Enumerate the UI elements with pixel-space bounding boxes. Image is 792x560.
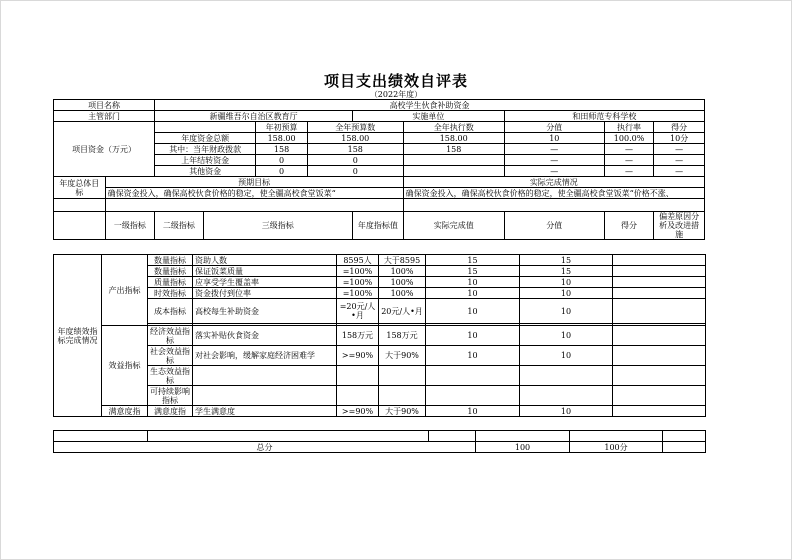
ind-target (337, 386, 379, 406)
funds-row-start: 0 (256, 155, 308, 166)
ind-l3 (193, 386, 337, 406)
output-label: 产出指标 (102, 255, 148, 326)
ind-header-score: 分值 (504, 212, 604, 240)
funds-row-name: 其他资金 (155, 166, 256, 177)
ind-target (337, 366, 379, 386)
ind-actual (379, 366, 426, 386)
funds-row-exec (403, 155, 504, 166)
goal-expected-text: 确保资金投入，确保高校伙食价格的稳定，使全疆高校食堂饭菜“ (105, 188, 403, 199)
funds-row-rate: — (604, 155, 653, 166)
dept-label: 主管部门 (54, 111, 155, 122)
funds-row-start: 158.00 (256, 133, 308, 144)
ind-header-target: 年度指标值 (353, 212, 404, 240)
ind-target: =100% (337, 288, 379, 299)
funds-header-got: 得分 (654, 122, 705, 133)
ind-reason (613, 277, 706, 288)
ind-section-label (54, 255, 102, 417)
ind-got: 10 (520, 299, 613, 324)
funds-row-start: 0 (256, 166, 308, 177)
project-value: 高校学生伙食补助资金 (155, 100, 705, 111)
ind-actual: 100% (379, 266, 426, 277)
funds-header-start: 年初预算 (256, 122, 308, 133)
row-funds-header (54, 122, 705, 133)
ind-target: =100% (337, 277, 379, 288)
funds-row-got: — (654, 155, 705, 166)
indicator-row (54, 277, 706, 288)
ind-l3: 应享受学生覆盖率 (193, 277, 337, 288)
indicator-row (54, 386, 706, 406)
ind-l2: 质量指标 (148, 277, 193, 288)
funds-row-exec: 158 (403, 144, 504, 155)
ind-score: 10 (426, 326, 520, 346)
total-got: 100分 (570, 442, 663, 453)
blank-cell (54, 431, 148, 442)
ind-score (426, 386, 520, 406)
indicator-row (54, 326, 706, 346)
blank-cell (148, 431, 429, 442)
ind-score: 10 (426, 288, 520, 299)
spacer-cell (403, 199, 704, 212)
ind-l3: 保证饭菜质量 (193, 266, 337, 277)
report-year: （2022年度） (369, 90, 423, 99)
ind-header-l2: 二级指标 (155, 212, 203, 240)
funds-row-name: 上年结转资金 (155, 155, 256, 166)
page-title: 项目支出绩效自评表 (323, 72, 468, 90)
ind-got: 10 (520, 346, 613, 366)
goal-expected-label: 预期目标 (105, 177, 403, 188)
total-table (53, 430, 706, 453)
row-spacer (54, 199, 705, 212)
goal-label-text: 年度总体目标 (59, 178, 100, 197)
ind-l2: 成本指标 (148, 299, 193, 324)
ind-target: 158万元 (337, 326, 379, 346)
ind-l3: 学生满意度 (193, 406, 337, 417)
blank-cell (429, 431, 476, 442)
ind-reason (613, 346, 706, 366)
goal-actual-label: 实际完成情况 (403, 177, 704, 188)
row-project (54, 100, 705, 111)
funds-row-rate: — (604, 166, 653, 177)
ind-got: 10 (520, 288, 613, 299)
ind-got: 10 (520, 277, 613, 288)
effect-label: 效益指标 (102, 326, 148, 406)
ind-actual: 大于90% (379, 406, 426, 417)
spacer-cell (105, 199, 403, 212)
ind-got: 15 (520, 255, 613, 266)
ind-header-actual: 实际完成值 (403, 212, 504, 240)
funds-row-score: 10 (504, 133, 604, 144)
ind-score (426, 366, 520, 386)
ind-l3: 高校每生补助资金 (193, 299, 337, 324)
ind-got: 10 (520, 326, 613, 346)
ind-got (520, 366, 613, 386)
funds-row-rate: 100.0% (604, 133, 653, 144)
ind-section-label-text: 年度绩效指标完成情况 (57, 326, 98, 345)
indicator-row (54, 366, 706, 386)
ind-reason (613, 288, 706, 299)
ind-score: 15 (426, 255, 520, 266)
row-goal-text (54, 188, 705, 199)
spacer-cell (54, 199, 106, 212)
ind-target: =100% (337, 266, 379, 277)
blank-cell (570, 431, 663, 442)
ind-actual: 100% (379, 277, 426, 288)
ind-l2: 时效指标 (148, 288, 193, 299)
blank-cell (663, 431, 706, 442)
indicator-row (54, 255, 706, 266)
ind-l2: 可持续影响指标 (148, 386, 193, 406)
funds-row-score: — (504, 155, 604, 166)
ind-actual: 100% (379, 288, 426, 299)
indicator-row (54, 288, 706, 299)
ind-score: 10 (426, 277, 520, 288)
ind-l2: 社会效益指标 (148, 346, 193, 366)
funds-row-full: 0 (307, 155, 403, 166)
row-blank (54, 431, 706, 442)
ind-score: 10 (426, 346, 520, 366)
funds-row-name: 年度资金总额 (155, 133, 256, 144)
ind-l2: 数量指标 (148, 266, 193, 277)
ind-header-reason: 偏差原因分析及改进措施 (654, 212, 705, 240)
funds-row-got: — (654, 144, 705, 155)
ind-reason (613, 386, 706, 406)
funds-row-got: 10分 (654, 133, 705, 144)
ind-reason (613, 406, 706, 417)
total-reason (663, 442, 706, 453)
indicator-row (54, 299, 706, 324)
total-label: 总分 (54, 442, 476, 453)
indicator-row (54, 346, 706, 366)
funds-header-rate: 执行率 (604, 122, 653, 133)
funds-header-exec: 全年执行数 (403, 122, 504, 133)
row-total (54, 442, 706, 453)
goal-label (54, 177, 106, 199)
funds-row-full: 0 (307, 166, 403, 177)
ind-reason (613, 255, 706, 266)
indicator-row (54, 266, 706, 277)
ind-header-got: 得分 (604, 212, 653, 240)
funds-label (54, 122, 155, 177)
impl-label: 实施单位 (353, 111, 505, 122)
ind-got: 15 (520, 266, 613, 277)
funds-header-score: 分值 (504, 122, 604, 133)
ind-target: >=90% (337, 346, 379, 366)
ind-l3: 落实补贴伙食资金 (193, 326, 337, 346)
funds-row-name: 其中：当年财政拨款 (155, 144, 256, 155)
ind-l2: 数量指标 (148, 255, 193, 266)
funds-row-full: 158 (307, 144, 403, 155)
funds-label-text: 项目资金（万元） (72, 144, 137, 154)
funds-row-full: 158.00 (307, 133, 403, 144)
ind-l3: 对社会影响，缓解家庭经济困难学 (193, 346, 337, 366)
indicator-row-satisfy (54, 406, 706, 417)
ind-header-l1: 一级指标 (105, 212, 154, 240)
ind-actual (379, 386, 426, 406)
ind-header-l3: 三级指标 (203, 212, 353, 240)
ind-got (520, 386, 613, 406)
blank-cell (476, 431, 570, 442)
ind-reason (613, 326, 706, 346)
ind-header-blank (54, 212, 106, 240)
total-score: 100 (476, 442, 570, 453)
indicator-table (53, 254, 706, 417)
ind-score: 10 (426, 406, 520, 417)
funds-header-blank (155, 122, 256, 133)
ind-target: =20元/人•月 (337, 299, 379, 324)
row-ind-header (54, 212, 705, 240)
ind-actual: 大于8595 (379, 255, 426, 266)
ind-actual: 大于90% (379, 346, 426, 366)
ind-l2: 经济效益指标 (148, 326, 193, 346)
ind-reason (613, 366, 706, 386)
ind-reason (613, 266, 706, 277)
ind-actual: 158万元 (379, 326, 426, 346)
funds-row-rate: — (604, 144, 653, 155)
ind-l3: 资助人数 (193, 255, 337, 266)
funds-row-score: — (504, 166, 604, 177)
ind-actual: 20元/人•月 (379, 299, 426, 324)
ind-target: 8595人 (337, 255, 379, 266)
goal-actual-text: 确保资金投入，确保高校伙食价格的稳定，使全疆高校食堂饭菜“价格不涨、 (403, 188, 704, 199)
row-goal-header (54, 177, 705, 188)
ind-l3 (193, 366, 337, 386)
funds-row-got: — (654, 166, 705, 177)
funds-row-score: — (504, 144, 604, 155)
ind-l2: 满意度指 (148, 406, 193, 417)
project-label: 项目名称 (54, 100, 155, 111)
ind-target: >=90% (337, 406, 379, 417)
funds-header-full: 全年预算数 (307, 122, 403, 133)
ind-score: 15 (426, 266, 520, 277)
evaluation-table (53, 99, 705, 240)
row-dept (54, 111, 705, 122)
satisfy-l1: 满意度指 (102, 406, 148, 417)
ind-reason (613, 299, 706, 324)
impl-value: 和田师范专科学校 (504, 111, 704, 122)
ind-score: 10 (426, 299, 520, 324)
funds-row-start: 158 (256, 144, 308, 155)
dept-value: 新疆维吾尔自治区教育厅 (155, 111, 353, 122)
funds-row-exec (403, 166, 504, 177)
ind-got: 10 (520, 406, 613, 417)
ind-l3: 资金拨付到位率 (193, 288, 337, 299)
ind-l2: 生态效益指标 (148, 366, 193, 386)
funds-row-exec: 158.00 (403, 133, 504, 144)
